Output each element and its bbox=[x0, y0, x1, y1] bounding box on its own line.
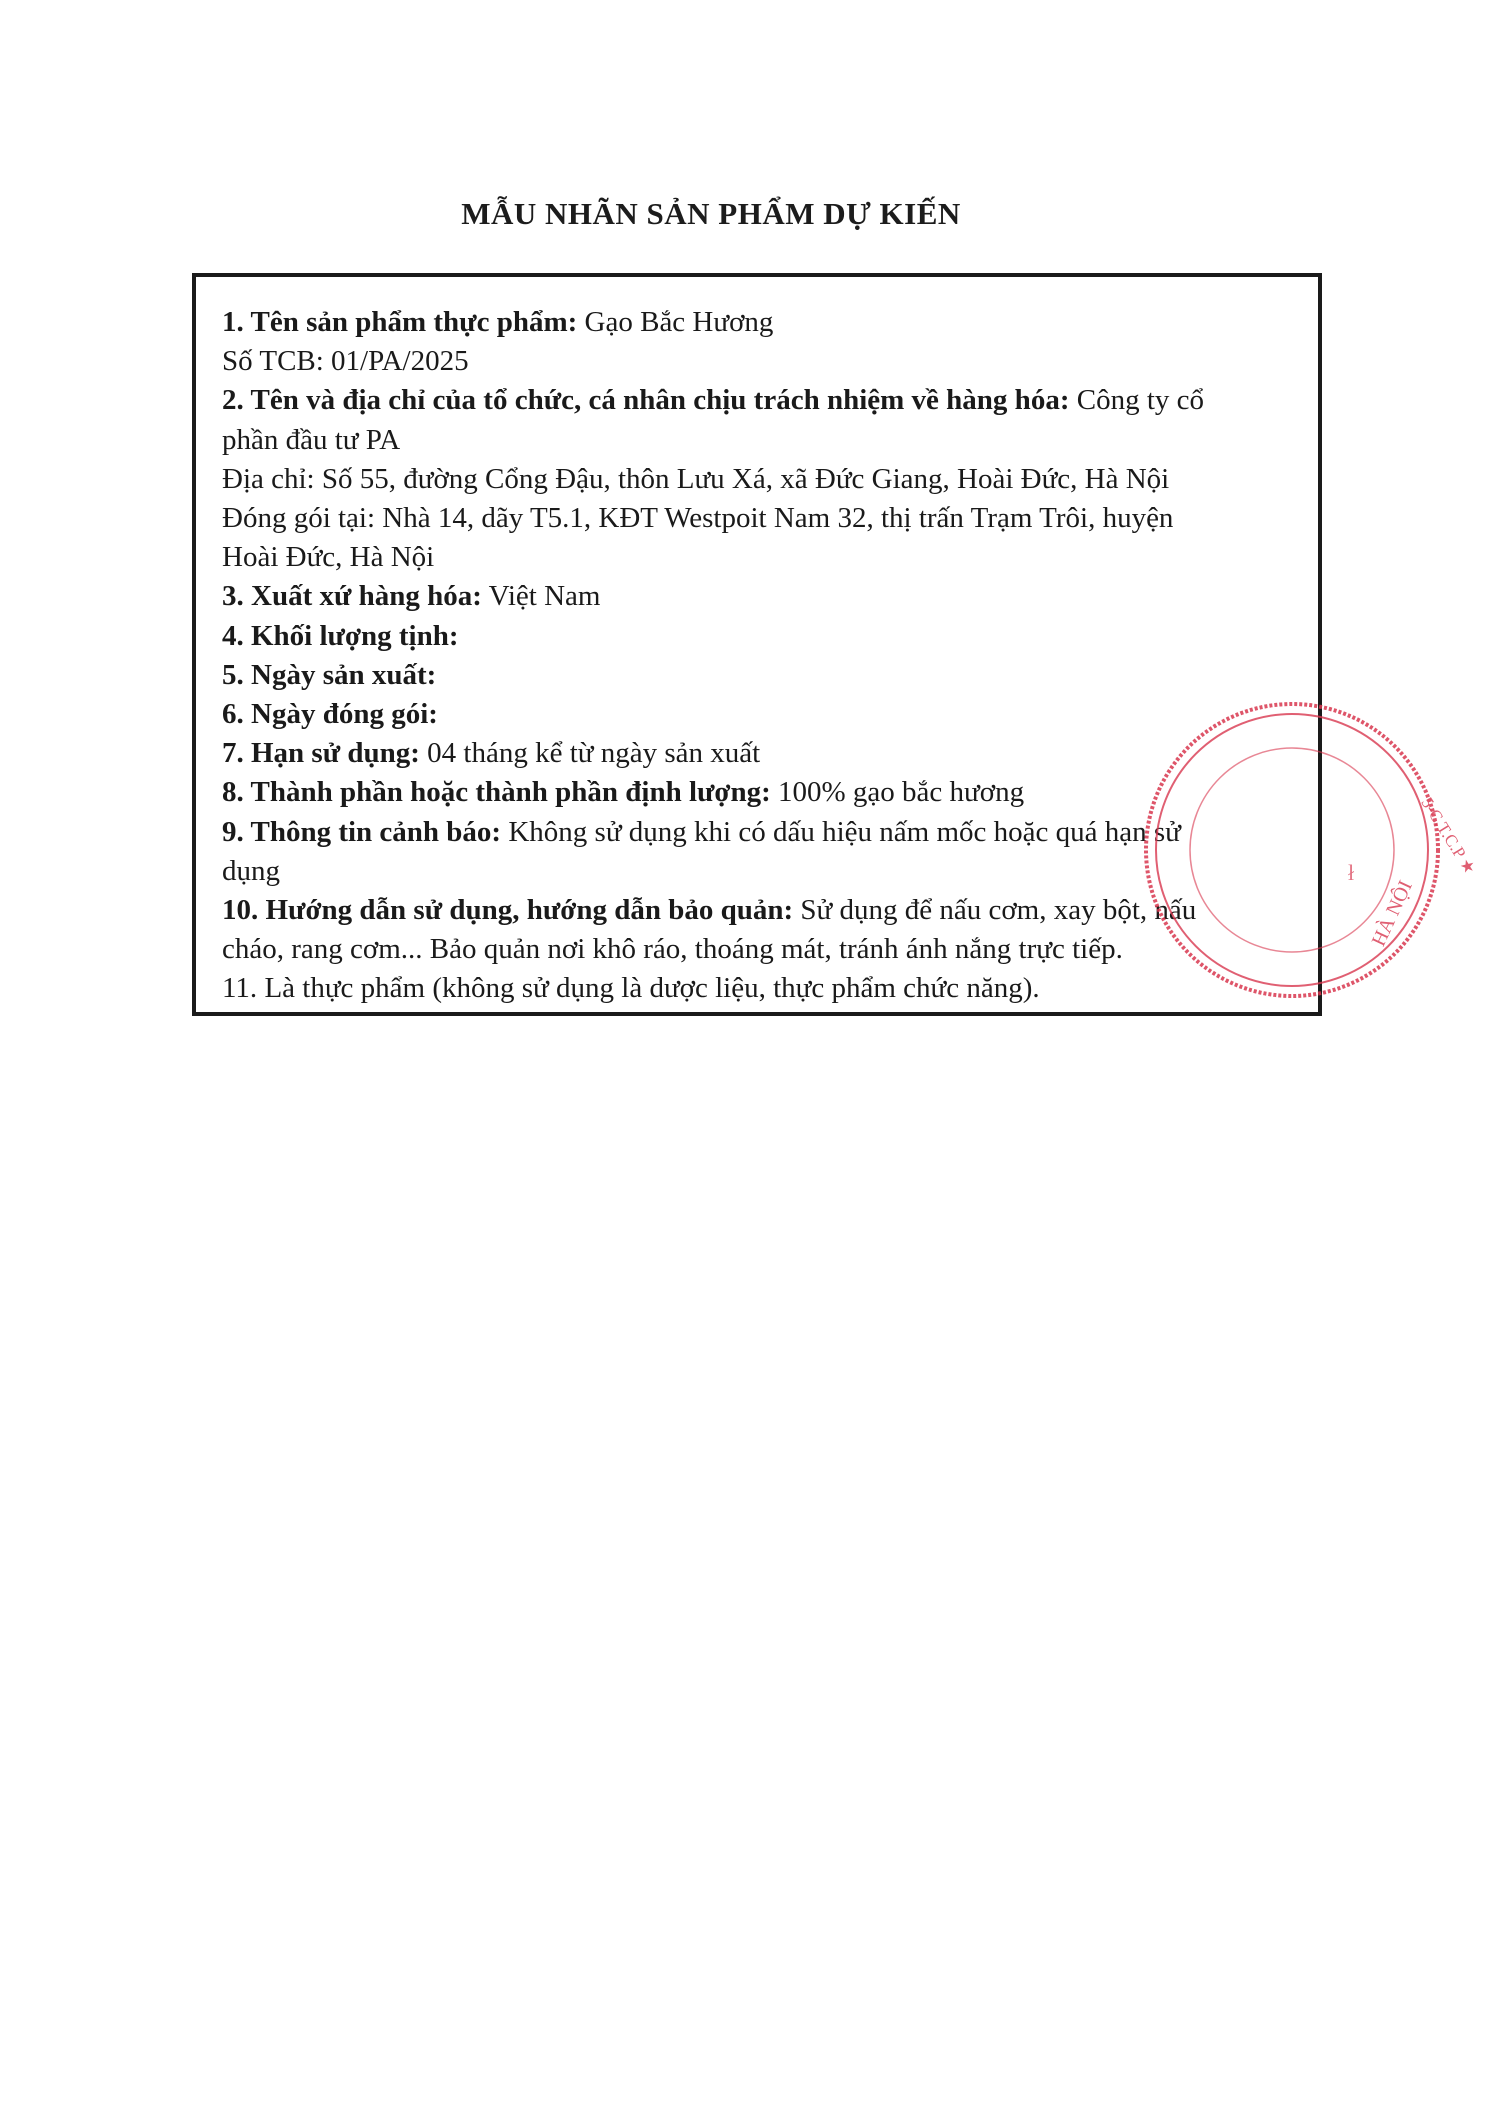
production-date-line bbox=[222, 656, 1288, 695]
packing-date-label: 6. Ngày đóng gói: bbox=[222, 698, 438, 731]
usage-value-part1: Sử dụng để nấu cơm, xay bột, nấu bbox=[793, 894, 1197, 927]
product-name-label: 1. Tên sản phẩm thực phẩm: bbox=[222, 306, 578, 338]
warning-value-part1: Không sử dụng khi có dấu hiệu nấm mốc hoặc quá hạn sử bbox=[501, 815, 1181, 848]
address-line: Địa chỉ: Số 55, đường Cổng Đậu, thôn Lưu Xá, xã Đức Giang, Hoài Đức, Hà Nội bbox=[222, 462, 1170, 495]
origin-value: Việt Nam bbox=[481, 580, 601, 613]
responsible-party-value-part1: Công ty cổ bbox=[1069, 384, 1205, 417]
net-weight-label: 4. Khối lượng tịnh: bbox=[222, 619, 459, 652]
warning-value-part2: dụng bbox=[222, 854, 280, 887]
seal-mark: ł bbox=[1348, 860, 1355, 885]
packing-location-line2: Hoài Đức, Hà Nội bbox=[222, 541, 435, 574]
usage-value-part2: cháo, rang cơm... Bảo quản nơi khô ráo, thoáng mát, tránh ánh nắng trực tiếp. bbox=[222, 933, 1123, 966]
origin-line bbox=[222, 577, 1288, 616]
expiry-value: 04 tháng kể từ ngày sản xuất bbox=[419, 737, 761, 770]
usage-label: 10. Hướng dẫn sử dụng, hướng dẫn bảo quản: bbox=[222, 894, 794, 927]
product-name-value: Gạo Bắc Hương bbox=[577, 306, 774, 338]
food-classification-value: Là thực phẩm (không sử dụng là dược liệu, thực phẩm chức năng). bbox=[257, 972, 1040, 1005]
responsible-party-value-part2: phần đầu tư PA bbox=[222, 423, 401, 456]
food-classification-line bbox=[222, 969, 1288, 1008]
warning-line bbox=[222, 813, 1288, 852]
product-label-box bbox=[192, 273, 1322, 1016]
warning-label: 9. Thông tin cảnh báo: bbox=[222, 815, 502, 848]
packing-date-line bbox=[222, 695, 1288, 734]
net-weight-line bbox=[222, 617, 1288, 656]
usage-line bbox=[222, 891, 1288, 930]
responsible-party-line bbox=[222, 381, 1288, 420]
production-date-label: 5. Ngày sản xuất: bbox=[222, 658, 437, 691]
seal-cityname: HÀ NỘI bbox=[1367, 877, 1417, 950]
expiry-label: 7. Hạn sử dụng: bbox=[222, 737, 420, 770]
responsible-party-label: 2. Tên và địa chỉ của tổ chức, cá nhân chịu trách nhiệm về hàng hóa: bbox=[222, 384, 1070, 417]
origin-label: 3. Xuất xứ hàng hóa: bbox=[222, 580, 482, 613]
expiry-line bbox=[222, 734, 1288, 773]
ingredients-line bbox=[222, 773, 1288, 812]
page-title: MẪU NHÃN SẢN PHẨM DỰ KIẾN bbox=[461, 196, 961, 231]
ingredients-value: 100% gạo bắc hương bbox=[770, 776, 1025, 809]
tcb-number: Số TCB: 01/PA/2025 bbox=[222, 345, 469, 378]
seal-company-text: 5-C.T.C.P ★ bbox=[1417, 793, 1480, 878]
seal-graphic bbox=[1340, 725, 1480, 975]
company-seal bbox=[1340, 725, 1480, 975]
product-name-line bbox=[222, 303, 1288, 342]
packing-location-line1: Đóng gói tại: Nhà 14, dãy T5.1, KĐT Westpoit Nam 32, thị trấn Trạm Trôi, huyện bbox=[222, 502, 1174, 535]
ingredients-label: 8. Thành phần hoặc thành phần định lượng: bbox=[222, 776, 771, 809]
food-classification-number: 11. bbox=[222, 972, 258, 1005]
